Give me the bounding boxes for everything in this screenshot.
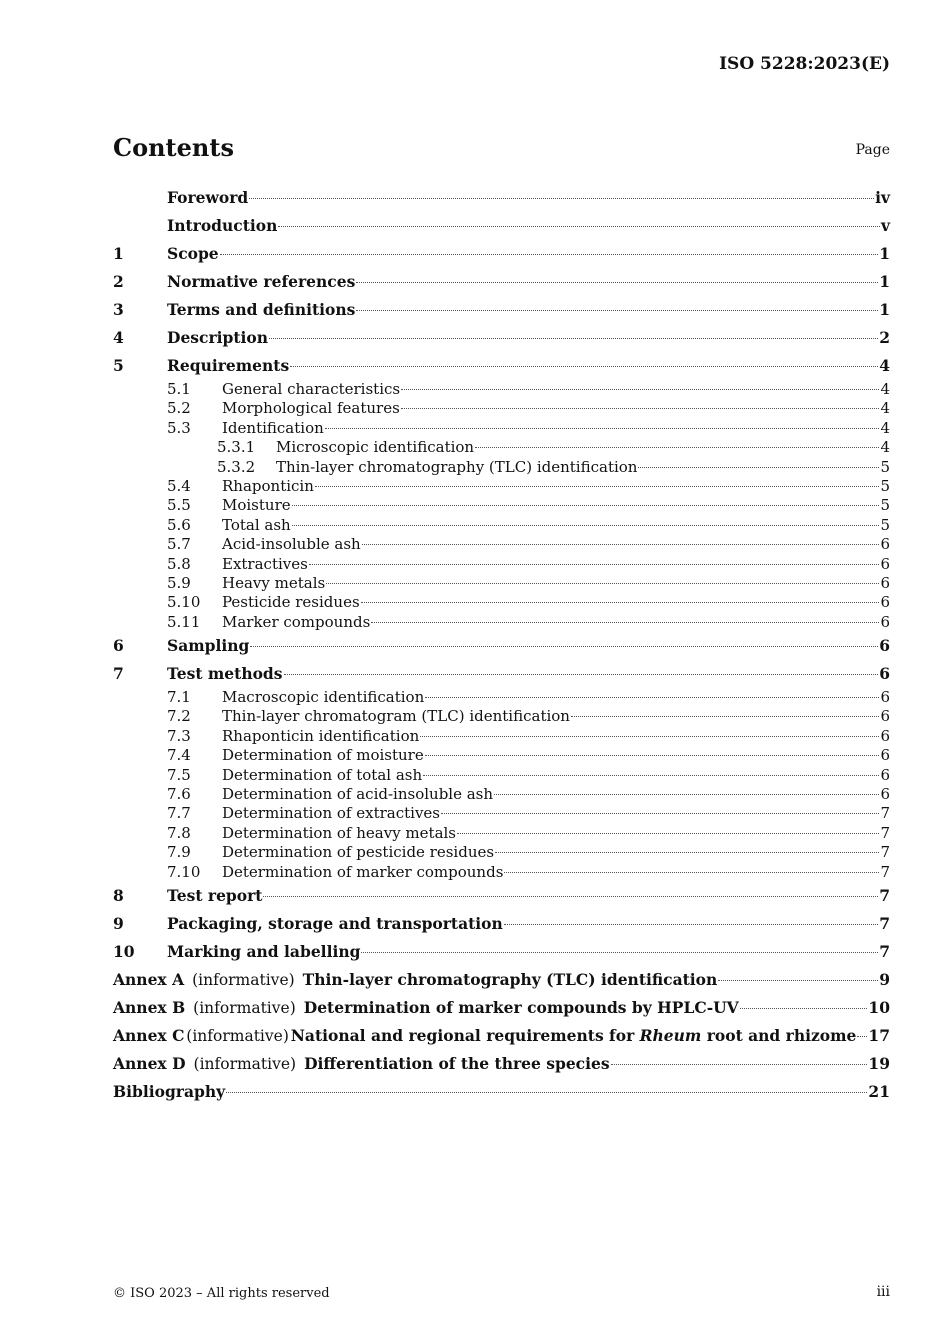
toc-entry-title[interactable]: Determination of moisture [222,746,424,765]
toc-entry-number: 7 [113,664,124,684]
toc-entry-number: 8 [113,885,124,905]
toc-entry[interactable] [113,785,890,804]
toc-entry-number: 7.8 [167,823,191,842]
dot-leader [220,254,879,255]
toc-entry-page[interactable]: 4 [880,380,890,398]
toc-entry-number: 7.3 [167,726,191,745]
toc-entry-title[interactable]: Macroscopic identification [222,688,425,707]
toc-entry[interactable] [113,804,890,823]
annex-title[interactable] [291,1022,857,1050]
toc-entry-number: 4 [113,328,124,347]
toc-entry-page[interactable]: 5 [880,476,890,495]
page-title: Contents [113,133,234,162]
toc-entry-page[interactable]: 7 [879,913,890,933]
dot-leader [401,389,879,390]
toc-entry-page[interactable]: 7 [879,941,890,961]
toc-entry[interactable] [113,688,890,707]
toc-entry-title[interactable]: Heavy metals [222,573,326,592]
dot-leader [361,602,880,603]
toc-entry-page[interactable]: 5 [880,457,890,476]
toc-entry-title[interactable]: Determination of total ash [222,765,423,784]
toc-entry-title[interactable]: Rhaponticin identification [222,726,420,745]
toc-entry-number: 5.9 [167,573,191,592]
toc-entry-page[interactable]: 6 [880,688,890,707]
annex-label: Annex A [113,969,185,989]
toc-entry-number: 5 [113,356,124,375]
toc-entry-number: 7.1 [167,688,191,707]
toc-entry-title[interactable]: Terms and definitions [167,300,356,319]
toc-entry-title[interactable]: Foreword [167,188,249,207]
annex-title[interactable]: Differentiation of the three species [304,1053,610,1073]
toc-entry[interactable] [113,419,890,438]
toc-entry-title[interactable]: Determination of extractives [222,804,440,823]
toc-entry-title[interactable]: Microscopic identification [276,438,475,457]
footer-page-number: iii [876,1284,890,1300]
document-id-header: ISO 5228:2023(E) [719,54,890,74]
annex-title[interactable]: Determination of marker compounds by HPLC-UV [303,997,739,1017]
toc-entry-title[interactable]: Test methods [167,664,283,684]
toc-bibliography-entry[interactable] [113,1078,890,1106]
toc-entry-page[interactable]: 19 [868,1053,890,1073]
toc-entry-page[interactable]: 6 [880,535,890,554]
toc-entry-page[interactable]: iv [875,188,890,207]
toc-entry-title[interactable]: Marker compounds [222,612,371,631]
toc-entry-page[interactable]: 4 [880,399,890,418]
dot-leader [504,924,878,925]
toc-entry-page[interactable]: 2 [879,328,890,347]
toc-entry-number: 2 [113,272,124,291]
toc-annex-entry[interactable] [113,1050,890,1078]
dot-leader [361,952,878,953]
dot-leader [718,980,878,981]
toc-entry[interactable] [113,438,890,457]
toc-entry-page[interactable]: 6 [880,785,890,804]
toc-entry[interactable] [113,613,890,632]
dot-leader [611,1064,868,1065]
toc-entry-page[interactable]: 6 [880,765,890,784]
toc-entry-page[interactable]: 7 [880,843,890,862]
toc-entry[interactable] [113,184,890,212]
toc-entry-title[interactable]: Moisture [222,496,291,515]
dot-leader [356,310,878,311]
toc-entry-title[interactable]: Rhaponticin [222,476,314,495]
toc-entry-number: 5.11 [167,612,201,631]
toc-entry-page[interactable]: 6 [880,707,890,726]
dot-leader [740,1008,868,1009]
copyright-notice: © ISO 2023 – All rights reserved [113,1286,330,1301]
toc-entry-page[interactable]: 9 [879,969,890,989]
toc-entry-page[interactable]: 5 [880,496,890,515]
toc-entry-title[interactable]: Determination of pesticide residues [222,843,495,862]
toc-entry-page[interactable]: 1 [879,300,890,319]
toc-annex-entry[interactable] [113,1022,890,1050]
toc-entry[interactable] [113,399,890,418]
dot-leader [571,716,879,717]
toc-entry-page[interactable]: 7 [880,862,890,881]
toc-entry-title[interactable]: Morphological features [222,399,400,418]
annex-type: (informative) [186,1026,289,1045]
table-of-contents [113,184,890,1106]
dot-leader [371,622,879,623]
dot-leader [857,1036,867,1037]
toc-entry[interactable] [113,535,890,554]
toc-entry[interactable] [113,268,890,296]
toc-entry-page[interactable]: 6 [880,746,890,765]
toc-entry[interactable] [113,938,890,966]
toc-entry-page[interactable]: 10 [868,997,890,1017]
toc-entry[interactable] [113,496,890,515]
toc-entry-title[interactable]: Requirements [167,356,290,375]
toc-entry-title[interactable]: Marking and labelling [167,941,361,961]
toc-entry-number: 7.5 [167,765,191,784]
toc-entry-page[interactable]: 1 [879,272,890,291]
annex-title[interactable]: Thin-layer chromatography (TLC) identification [302,969,718,989]
toc-entry-number: 5.3.2 [217,457,256,476]
toc-entry-number: 5.4 [167,476,191,495]
toc-entry-page[interactable]: 6 [880,593,890,612]
toc-entry-page[interactable]: 7 [880,804,890,823]
toc-entry[interactable] [113,516,890,535]
dot-leader [250,646,878,647]
dot-leader [495,852,879,853]
annex-type: (informative) [193,1054,297,1073]
dot-leader [362,544,880,545]
annex-label: Annex C [113,1025,185,1045]
toc-entry-title[interactable]: Pesticide residues [222,593,360,612]
toc-entry-page[interactable]: 17 [868,1025,890,1045]
toc-entry[interactable] [113,727,890,746]
toc-entry-number: 7.2 [167,707,191,726]
toc-entry[interactable] [113,555,890,574]
toc-entry-title[interactable]: Determination of heavy metals [222,823,457,842]
page-column-label: Page [855,142,890,158]
toc-entry[interactable] [113,863,890,882]
toc-entry-page[interactable]: 7 [880,823,890,842]
toc-entry-page[interactable]: v [880,216,890,235]
annex-title-italic: Rheum [639,1025,702,1045]
toc-entry[interactable] [113,574,890,593]
dot-leader [475,447,879,448]
dot-leader [356,282,878,283]
annex-type: (informative) [192,970,295,989]
toc-entry-title[interactable]: Scope [167,244,219,263]
toc-entry[interactable] [113,746,890,765]
toc-entry[interactable] [113,352,890,380]
dot-leader [292,525,880,526]
toc-entry-title[interactable]: Thin-layer chromatogram (TLC) identification [222,707,570,726]
dot-leader [278,226,880,227]
toc-entry-title[interactable]: Introduction [167,216,278,235]
dot-leader [325,428,880,429]
toc-entry[interactable] [113,380,890,399]
toc-entry-number: 5.2 [167,399,191,418]
toc-entry-page[interactable]: 6 [880,573,890,592]
toc-entry-title[interactable]: Thin-layer chromatography (TLC) identification [276,457,638,476]
toc-entry-number: 5.8 [167,554,191,573]
dot-leader [504,872,879,873]
dot-leader [425,755,880,756]
dot-leader [269,338,878,339]
toc-entry[interactable] [113,660,890,688]
toc-entry-number: 7.7 [167,804,191,823]
toc-entry-title[interactable]: Test report [167,885,263,905]
dot-leader [326,583,879,584]
toc-entry[interactable] [113,910,890,938]
toc-entry[interactable] [113,458,890,477]
annex-type: (informative) [193,998,296,1017]
toc-entry-title[interactable]: General characteristics [222,380,401,398]
toc-entry-number: 6 [113,636,124,656]
annex-title-part: root and rhizome [701,1025,857,1045]
annex-label: Annex B [113,997,186,1017]
dot-leader [423,775,879,776]
toc-entry-title[interactable]: Determination of marker compounds [222,862,504,881]
toc-entry[interactable] [113,477,890,496]
dot-leader [309,564,880,565]
toc-entry-page[interactable]: 4 [879,356,890,375]
toc-entry[interactable] [113,707,890,726]
toc-entry[interactable] [113,212,890,240]
toc-entry[interactable] [113,240,890,268]
toc-annex-entry[interactable] [113,994,890,1022]
toc-entry-number: 10 [113,941,135,961]
dot-leader [457,833,879,834]
toc-entry-page[interactable]: 1 [879,244,890,263]
dot-leader [249,198,874,199]
toc-entry-number: 7.6 [167,785,191,804]
toc-entry-page[interactable]: 6 [879,636,890,656]
toc-entry[interactable] [113,632,890,660]
toc-annex-entry[interactable] [113,966,890,994]
toc-entry-number: 5.5 [167,496,191,515]
toc-entry-page[interactable]: 6 [880,554,890,573]
toc-entry-title[interactable]: Extractives [222,554,308,573]
annex-title-part: National and regional requirements for [290,1025,640,1045]
toc-entry-page[interactable]: 6 [880,726,890,745]
toc-entry-number: 5.6 [167,515,191,534]
toc-entry-title[interactable]: Packaging, storage and transportation [167,913,503,933]
toc-entry-title[interactable]: Acid-insoluble ash [222,535,361,554]
dot-leader [638,467,879,468]
toc-entry-number: 7.10 [167,862,201,881]
toc-entry-title[interactable]: Description [167,328,269,347]
toc-entry-number: 5.1 [167,380,191,398]
toc-entry-number: 5.3 [167,418,191,437]
toc-entry-page[interactable]: 21 [868,1081,890,1101]
toc-entry-page[interactable]: 4 [880,418,890,437]
toc-entry[interactable] [113,593,890,612]
dot-leader [425,697,879,698]
toc-entry-number: 7.9 [167,843,191,862]
toc-entry-title[interactable]: Determination of acid-insoluble ash [222,785,494,804]
toc-entry-page[interactable]: 6 [879,664,890,684]
dot-leader [290,366,878,367]
toc-entry-number: 5.10 [167,593,201,612]
toc-entry[interactable] [113,843,890,862]
toc-entry-title[interactable]: Sampling [167,636,250,656]
toc-entry[interactable] [113,882,890,910]
toc-entry-title[interactable]: Total ash [222,515,291,534]
annex-label: Annex D [113,1053,186,1073]
dot-leader [315,486,880,487]
toc-entry-title[interactable]: Bibliography [113,1081,226,1101]
toc-entry[interactable] [113,824,890,843]
dot-leader [284,674,879,675]
dot-leader [494,794,879,795]
toc-entry-number: 7.4 [167,746,191,765]
dot-leader [263,896,878,897]
dot-leader [292,505,880,506]
toc-entry-number: 9 [113,913,124,933]
toc-entry-page[interactable]: 5 [880,515,890,534]
toc-entry-page[interactable]: 4 [880,438,890,457]
toc-entry-number: 1 [113,244,124,263]
dot-leader [401,408,880,409]
toc-entry-page[interactable]: 7 [879,885,890,905]
toc-entry-number: 3 [113,300,124,319]
toc-entry-title[interactable]: Identification [222,418,324,437]
toc-entry[interactable] [113,324,890,352]
dot-leader [420,736,879,737]
toc-entry-number: 5.3.1 [217,438,256,457]
dot-leader [226,1092,867,1093]
toc-entry[interactable] [113,766,890,785]
dot-leader [441,813,879,814]
toc-entry[interactable] [113,296,890,324]
toc-entry-title[interactable]: Normative references [167,272,356,291]
toc-entry-page[interactable]: 6 [880,612,890,631]
toc-entry-number: 5.7 [167,535,191,554]
